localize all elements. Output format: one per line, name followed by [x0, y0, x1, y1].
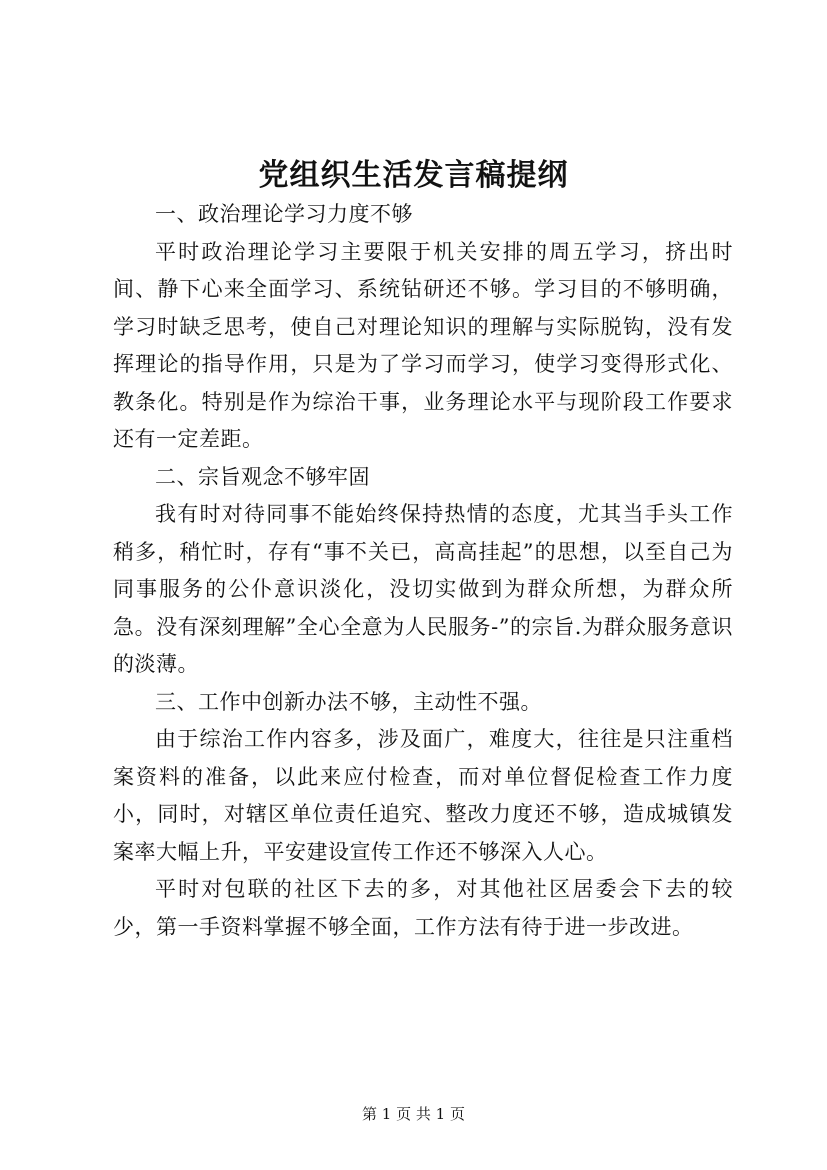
document-title: 党组织生活发言稿提纲 [258, 158, 569, 193]
section-heading-1: 一、政治理论学习力度不够 [155, 202, 413, 226]
paragraph: 平时政治理论学习主要限于机关安排的周五学习，挤出时间、静下心来全面学习、系统钻研还不够。学习目的不够明确，学习时缺乏思考，使自己对理论知识的理解与实际脱钩，没有发挥理论的指导作用，只是为了学习而学习，使学习变得形式化、教条化。特别是作为综治干事，业务理论水平与现阶段工作要求还有一定差距。 [113, 239, 733, 451]
paragraph: 平时对包联的社区下去的多，对其他社区居委会下去的较少，第一手资料掌握不够全面，工作方法有待于进一步改进。 [113, 877, 733, 939]
section-heading-3: 三、工作中创新办法不够，主动性不强。 [155, 689, 542, 714]
paragraph: 我有时对待同事不能始终保持热情的态度，尤其当手头工作稍多，稍忙时，存有“事不关已，高高挂起”的思想，以至自己为同事服务的公仆意识淡化，没切实做到为群众所想，为群众所急。没有深刻理解”全心全意为人民服务-”的宗旨.为群众服务意识的淡薄。 [113, 502, 733, 676]
document-body [113, 196, 733, 946]
paragraph: 由于综治工作内容多，涉及面广，难度大，往往是只注重档案资料的准备，以此来应付检查，而对单位督促检查工作力度小，同时，对辖区单位责任追究、整改力度还不够，造成城镇发案率大幅上升，平安建设宣传工作还不够深入人心。 [113, 727, 733, 864]
section-heading-2: 二、宗旨观念不够牢固 [155, 464, 370, 489]
page-footer: 第 1 页 共 1 页 [362, 1105, 465, 1123]
